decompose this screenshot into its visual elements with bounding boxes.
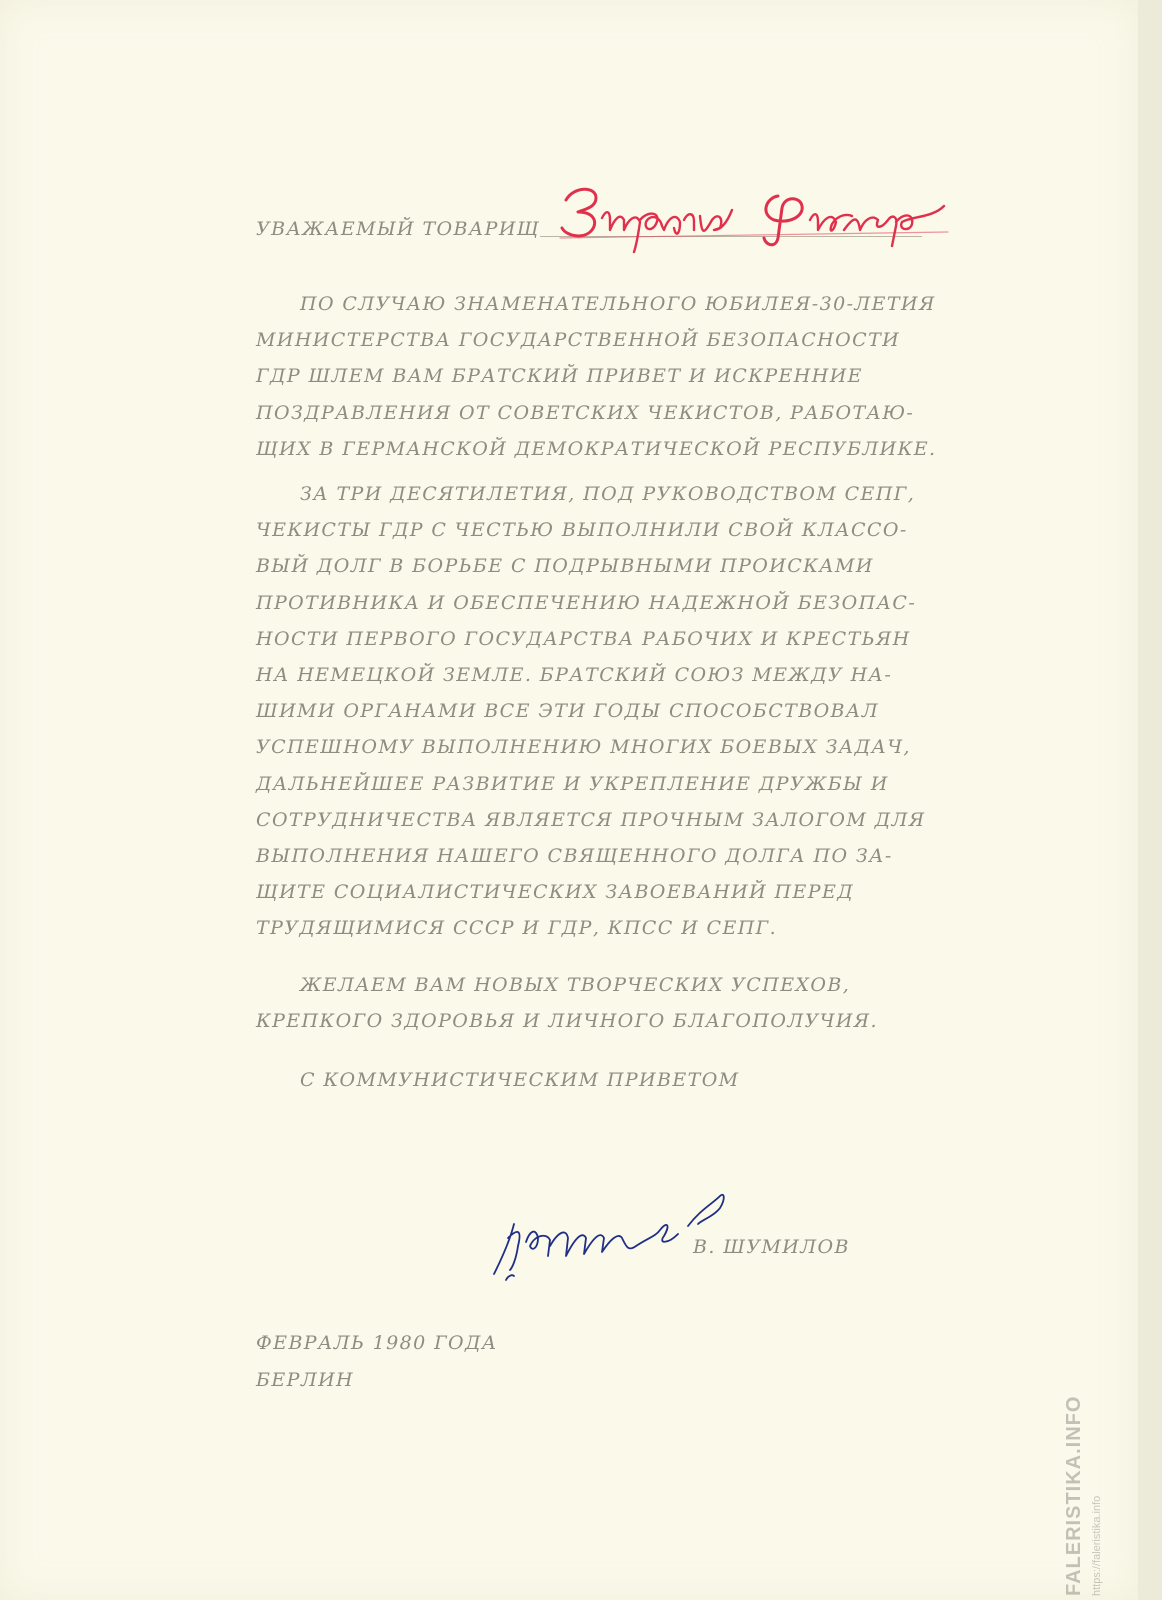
watermark-brand: FALERISTIKA.INFO (1063, 1395, 1085, 1596)
paragraph-line: ЗА ТРИ ДЕСЯТИЛЕТИЯ, ПОД РУКОВОДСТВОМ СЕПГ, (300, 483, 916, 505)
page-edge (1138, 0, 1162, 1600)
paragraph-line: ЩИХ В ГЕРМАНСКОЙ ДЕМОКРАТИЧЕСКОЙ РЕСПУБЛИКЕ. (256, 437, 937, 460)
paragraph-line: НА НЕМЕЦКОЙ ЗЕМЛЕ. БРАТСКИЙ СОЮЗ МЕЖДУ НА- (256, 663, 893, 686)
watermark-url: https://faleristika.info (1091, 1495, 1103, 1596)
recipient-name-handwritten (552, 176, 952, 256)
paragraph-line: ЖЕЛАЕМ ВАМ НОВЫХ ТВОРЧЕСКИХ УСПЕХОВ, (300, 974, 851, 996)
closing-line: С КОММУНИСТИЧЕСКИМ ПРИВЕТОМ (300, 1069, 740, 1091)
watermark-text (1062, 1370, 1104, 1596)
paragraph-line: ПО СЛУЧАЮ ЗНАМЕНАТЕЛЬНОГО ЮБИЛЕЯ-30-ЛЕТИЯ (300, 293, 936, 315)
paragraph-3 (256, 967, 956, 1039)
signer-name: В. ШУМИЛОВ (693, 1236, 850, 1258)
handwritten-signature (488, 1180, 738, 1290)
paragraph-1 (256, 286, 956, 467)
paragraph-line: МИНИСТЕРСТВА ГОСУДАРСТВЕННОЙ БЕЗОПАСНОСТИ (256, 329, 901, 352)
closing (256, 1062, 956, 1098)
letter-date: ФЕВРАЛЬ 1980 ГОДА (256, 1332, 498, 1354)
paragraph-line: ШИМИ ОРГАНАМИ ВСЕ ЭТИ ГОДЫ СПОСОБСТВОВАЛ (256, 700, 879, 723)
paragraph-line: ЧЕКИСТЫ ГДР С ЧЕСТЬЮ ВЫПОЛНИЛИ СВОЙ КЛАССО- (256, 519, 908, 542)
paragraph-line: ЩИТЕ СОЦИАЛИСТИЧЕСКИХ ЗАВОЕВАНИЙ ПЕРЕД (256, 881, 855, 904)
paragraph-line: КРЕПКОГО ЗДОРОВЬЯ И ЛИЧНОГО БЛАГОПОЛУЧИЯ. (256, 1010, 878, 1033)
paragraph-line: НОСТИ ПЕРВОГО ГОСУДАРСТВА РАБОЧИХ И КРЕСТЬЯН (256, 627, 911, 650)
paragraph-line: ГДР ШЛЕМ ВАМ БРАТСКИЙ ПРИВЕТ И ИСКРЕННИЕ (256, 365, 863, 388)
paragraph-line: ДАЛЬНЕЙШЕЕ РАЗВИТИЕ И УКРЕПЛЕНИЕ ДРУЖБЫ И (256, 772, 889, 795)
paragraph-line: УСПЕШНОМУ ВЫПОЛНЕНИЮ МНОГИХ БОЕВЫХ ЗАДАЧ, (256, 736, 911, 759)
paragraph-line: СОТРУДНИЧЕСТВА ЯВЛЯЕТСЯ ПРОЧНЫМ ЗАЛОГОМ ДЛЯ (256, 808, 926, 831)
watermark (1062, 1370, 1122, 1596)
letter-city: БЕРЛИН (256, 1369, 355, 1391)
salutation: УВАЖАЕМЫЙ ТОВАРИЩ (256, 218, 540, 240)
paragraph-line: ВЫПОЛНЕНИЯ НАШЕГО СВЯЩЕННОГО ДОЛГА ПО ЗА- (256, 844, 893, 867)
paragraph-line: ТРУДЯЩИМИСЯ СССР И ГДР, КПСС И СЕПГ. (256, 917, 778, 940)
paragraph-2 (256, 476, 956, 946)
paragraph-line: ВЫЙ ДОЛГ В БОРЬБЕ С ПОДРЫВНЫМИ ПРОИСКАМИ (256, 555, 874, 578)
paragraph-line: ПОЗДРАВЛЕНИЯ ОТ СОВЕТСКИХ ЧЕКИСТОВ, РАБОТАЮ- (256, 401, 915, 424)
paragraph-line: ПРОТИВНИКА И ОБЕСПЕЧЕНИЮ НАДЕЖНОЙ БЕЗОПАС- (256, 591, 917, 614)
